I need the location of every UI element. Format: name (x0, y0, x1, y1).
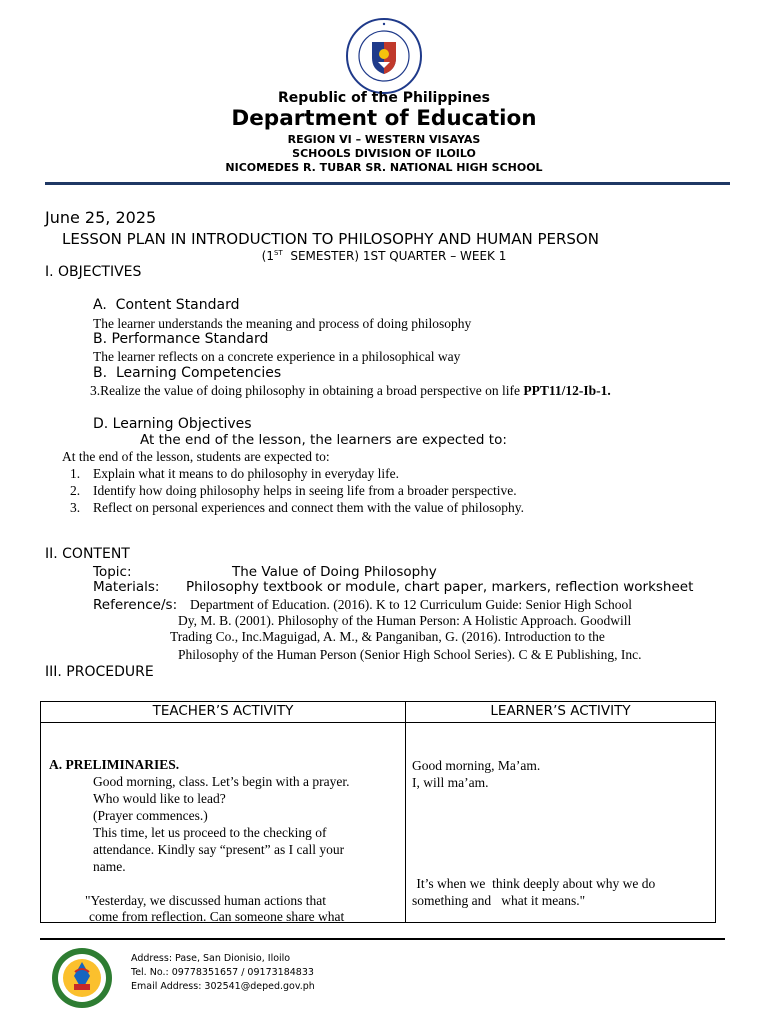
region-line: REGION VI – WESTERN VISAYAS (287, 133, 481, 146)
learning-objectives-label: D. Learning Objectives (93, 416, 252, 432)
learner-line-1: Good morning, Ma’am. (412, 758, 541, 773)
objective-number-3: 3. (70, 500, 81, 515)
republic-line: Republic of the Philippines (278, 90, 490, 106)
learner-answer-line-2: something and what it means." (412, 893, 586, 908)
performance-standard-text: The learner reflects on a concrete experience in a philosophical way (93, 349, 461, 364)
objectives-heading: I. OBJECTIVES (45, 264, 142, 280)
topic-label: Topic: (93, 564, 132, 580)
competency-code: PPT11/12-Ib-1. (523, 383, 611, 398)
objective-item-3: Reflect on personal experiences and connect them with the value of philosophy. (93, 500, 524, 515)
teacher-line-3: (Prayer commences.) (93, 808, 208, 823)
teacher-line-5: attendance. Kindly say “present” as I call your (93, 842, 345, 857)
learner-answer-line-1: It’s when we think deeply about why we do (413, 876, 656, 891)
learning-competencies-label: B. Learning Competencies (93, 365, 282, 381)
footer-email: Email Address: 302541@deped.gov.ph (131, 981, 315, 992)
reference-line-1: Department of Education. (2016). K to 12 Curriculum Guide: Senior High School (190, 597, 633, 612)
content-standard-text: The learner understands the meaning and process of doing philosophy (93, 316, 472, 331)
objective-number-1: 1. (70, 466, 81, 481)
lesson-title: LESSON PLAN IN INTRODUCTION TO PHILOSOPHY AND HUMAN PERSON (62, 230, 599, 248)
objective-number-2: 2. (70, 483, 81, 498)
teacher-quote-line-2: come from reflection. Can someone share what (89, 909, 345, 924)
learning-objectives-intro-2: At the end of the lesson, students are expected to: (62, 449, 330, 464)
teacher-line-6: name. (93, 859, 126, 874)
lesson-date: June 25, 2025 (45, 208, 157, 227)
materials-value: Philosophy textbook or module, chart paper, markers, reflection worksheet (186, 579, 694, 595)
footer-divider (40, 938, 725, 940)
objective-item-2: Identify how doing philosophy helps in seeing life from a broader perspective. (93, 483, 517, 498)
reference-line-2: Dy, M. B. (2001). Philosophy of the Human Person: A Holistic Approach. Goodwill (178, 613, 632, 628)
content-standard-label: A. Content Standard (93, 297, 240, 313)
footer-address: Address: Pase, San Dionisio, Iloilo (131, 953, 291, 964)
teacher-quote-line-1: "Yesterday, we discussed human actions that (85, 893, 326, 908)
school-logo (44, 946, 120, 1010)
procedure-heading: III. PROCEDURE (45, 664, 154, 680)
semester-line (0, 249, 768, 263)
column-divider (405, 702, 406, 922)
deped-seal-logo (346, 18, 422, 94)
materials-label: Materials: (93, 579, 160, 595)
learner-activity-header: LEARNER’S ACTIVITY (406, 702, 715, 723)
topic-value: The Value of Doing Philosophy (232, 564, 437, 580)
division-line: SCHOOLS DIVISION OF ILOILO (292, 147, 476, 160)
teacher-line-4: This time, let us proceed to the checking of (93, 825, 327, 840)
references-label: Reference/s: (93, 597, 178, 613)
teacher-activity-header: TEACHER’S ACTIVITY (41, 702, 405, 723)
competency-statement: 3.Realize the value of doing philosophy in obtaining a broad perspective on life (90, 383, 524, 398)
semester-sup: ST (273, 249, 283, 257)
performance-standard-label: B. Performance Standard (93, 331, 269, 347)
learner-line-2: I, will ma’am. (412, 775, 489, 790)
objective-item-1: Explain what it means to do philosophy in everyday life. (93, 466, 399, 481)
header-divider (45, 182, 730, 185)
semester-open: (1 (261, 249, 274, 263)
procedure-table (40, 701, 716, 923)
footer-telephone: Tel. No.: 09778351657 / 09173184833 (131, 967, 314, 978)
school-line: NICOMEDES R. TUBAR SR. NATIONAL HIGH SCHOOL (225, 161, 543, 174)
semester-rest: SEMESTER) 1ST QUARTER – WEEK 1 (282, 249, 507, 263)
learning-competency-text (90, 383, 611, 399)
learning-objectives-intro: At the end of the lesson, the learners are expected to: (140, 432, 507, 448)
department-title: Department of Education (231, 106, 537, 131)
reference-line-4: Philosophy of the Human Person (Senior High School Series). C & E Publishing, Inc. (178, 647, 642, 662)
content-heading: II. CONTENT (45, 546, 130, 562)
teacher-line-2: Who would like to lead? (93, 791, 226, 806)
teacher-line-1: Good morning, class. Let’s begin with a prayer. (93, 774, 350, 789)
preliminaries-heading: A. PRELIMINARIES. (49, 757, 180, 772)
reference-line-3: Trading Co., Inc.Maguigad, A. M., & Panganiban, G. (2016). Introduction to the (170, 629, 605, 644)
